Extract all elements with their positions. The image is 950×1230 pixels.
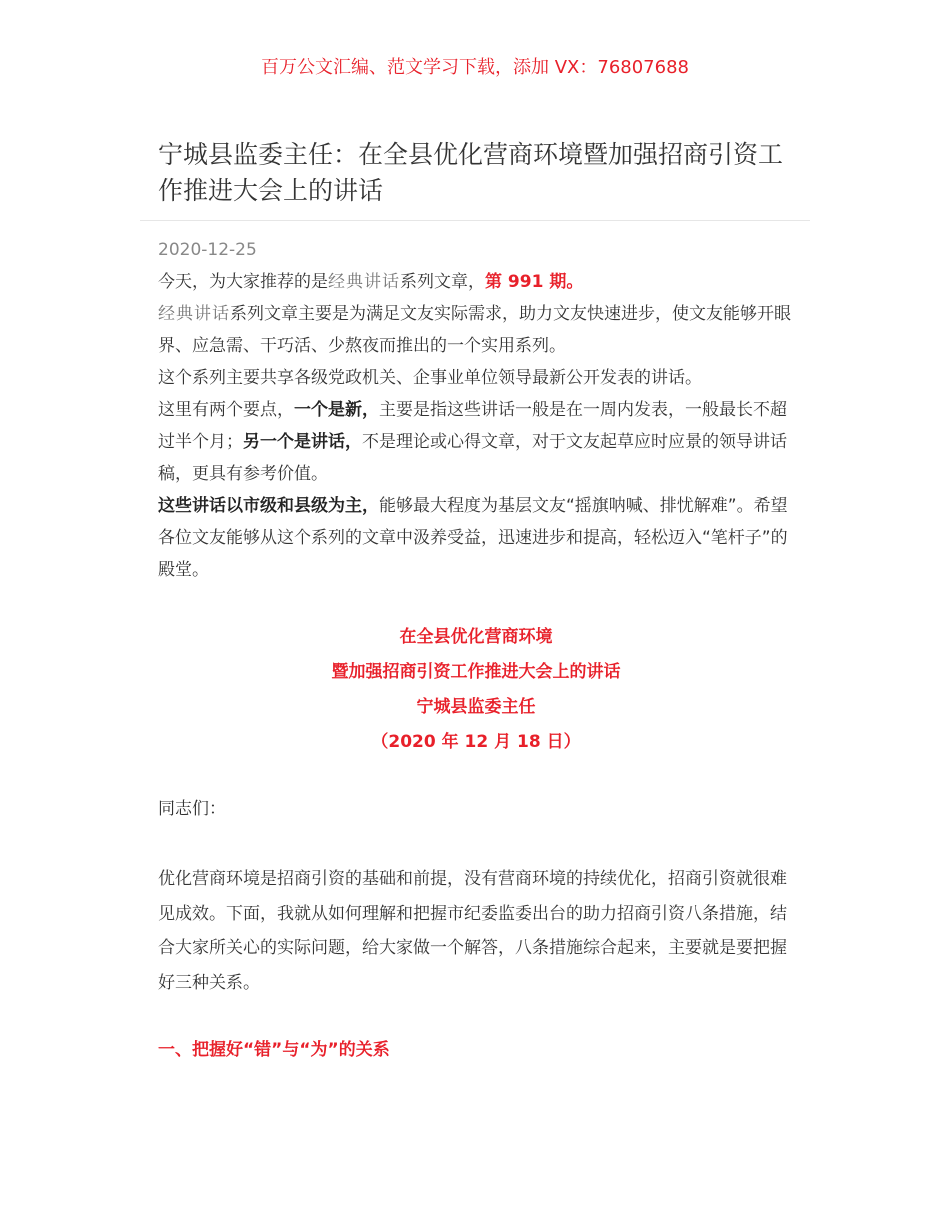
- title-divider: [140, 220, 810, 221]
- intro-p4-a: 这里有两个要点，: [158, 400, 294, 420]
- intro-paragraph-2: [158, 298, 794, 362]
- series-name-2: 经典讲话: [158, 304, 230, 324]
- intro-p5-bold: 这些讲话以市级和县级为主，: [158, 496, 379, 516]
- intro-p5-rest: 能够最大程度为基层文友“摇旗呐喊、排忧解难”。希望各位文友能够从这个系列的文章中汲养受益，迅速进步和提高，轻松迈入“笔杆子”的殿堂。: [158, 496, 788, 580]
- speech-header: [158, 620, 794, 760]
- intro-p4-d: 另一个是讲话，: [243, 432, 362, 452]
- intro-paragraph-4: [158, 394, 794, 490]
- intro-paragraph-5: [158, 490, 794, 586]
- intro-p1-prefix: 今天，为大家推荐的是: [158, 272, 328, 292]
- intro-section: [158, 266, 794, 586]
- article-title: 宁城县监委主任：在全县优化营商环境暨加强招商引资工作推进大会上的讲话: [158, 140, 784, 205]
- promo-banner: 百万公文汇编、范文学习下载，添加 VX：76807688: [261, 57, 689, 78]
- intro-p4-b: 一个是新，: [294, 400, 379, 420]
- body-paragraph-1: 优化营商环境是招商引资的基础和前提，没有营商环境的持续优化，招商引资就很难见成效。下面，我就从如何理解和把握市纪委监委出台的助力招商引资八条措施，结合大家所关心的实际问题，给大家做一个解答，八条措施综合起来，主要就是要把握好三种关系。: [158, 869, 787, 993]
- speech-title-line-2: 暨加强招商引资工作推进大会上的讲话: [331, 662, 621, 682]
- intro-paragraph-1: [158, 266, 794, 298]
- speaker-title: 宁城县监委主任: [416, 697, 536, 717]
- speech-date: （2020 年 12 月 18 日）: [371, 732, 581, 752]
- series-name: 经典讲话: [328, 272, 400, 292]
- intro-paragraph-3: 这个系列主要共享各级党政机关、企事业单位领导最新公开发表的讲话。: [158, 368, 702, 388]
- issue-number: 第 991 期。: [485, 272, 584, 292]
- greeting: 同志们：: [158, 799, 226, 819]
- intro-p2-text: 系列文章主要是为满足文友实际需求，助力文友快速进步，使文友能够开眼界、应急需、干巧活、少熬夜而推出的一个实用系列。: [158, 304, 791, 356]
- section-heading-1: 一、把握好“错”与“为”的关系: [158, 1040, 390, 1060]
- intro-p4-e: 不是理论或心得文章，对于文友起草应时应景的领导讲话稿，更具有参考价值。: [158, 432, 787, 484]
- speech-title-line-1: 在全县优化营商环境: [399, 627, 553, 647]
- intro-p1-middle: 系列文章，: [400, 272, 485, 292]
- publish-date: 2020-12-25: [158, 240, 257, 260]
- intro-p4-c: 主要是指这些讲话一般是在一周内发表，一般最长不超过半个月；: [158, 400, 787, 452]
